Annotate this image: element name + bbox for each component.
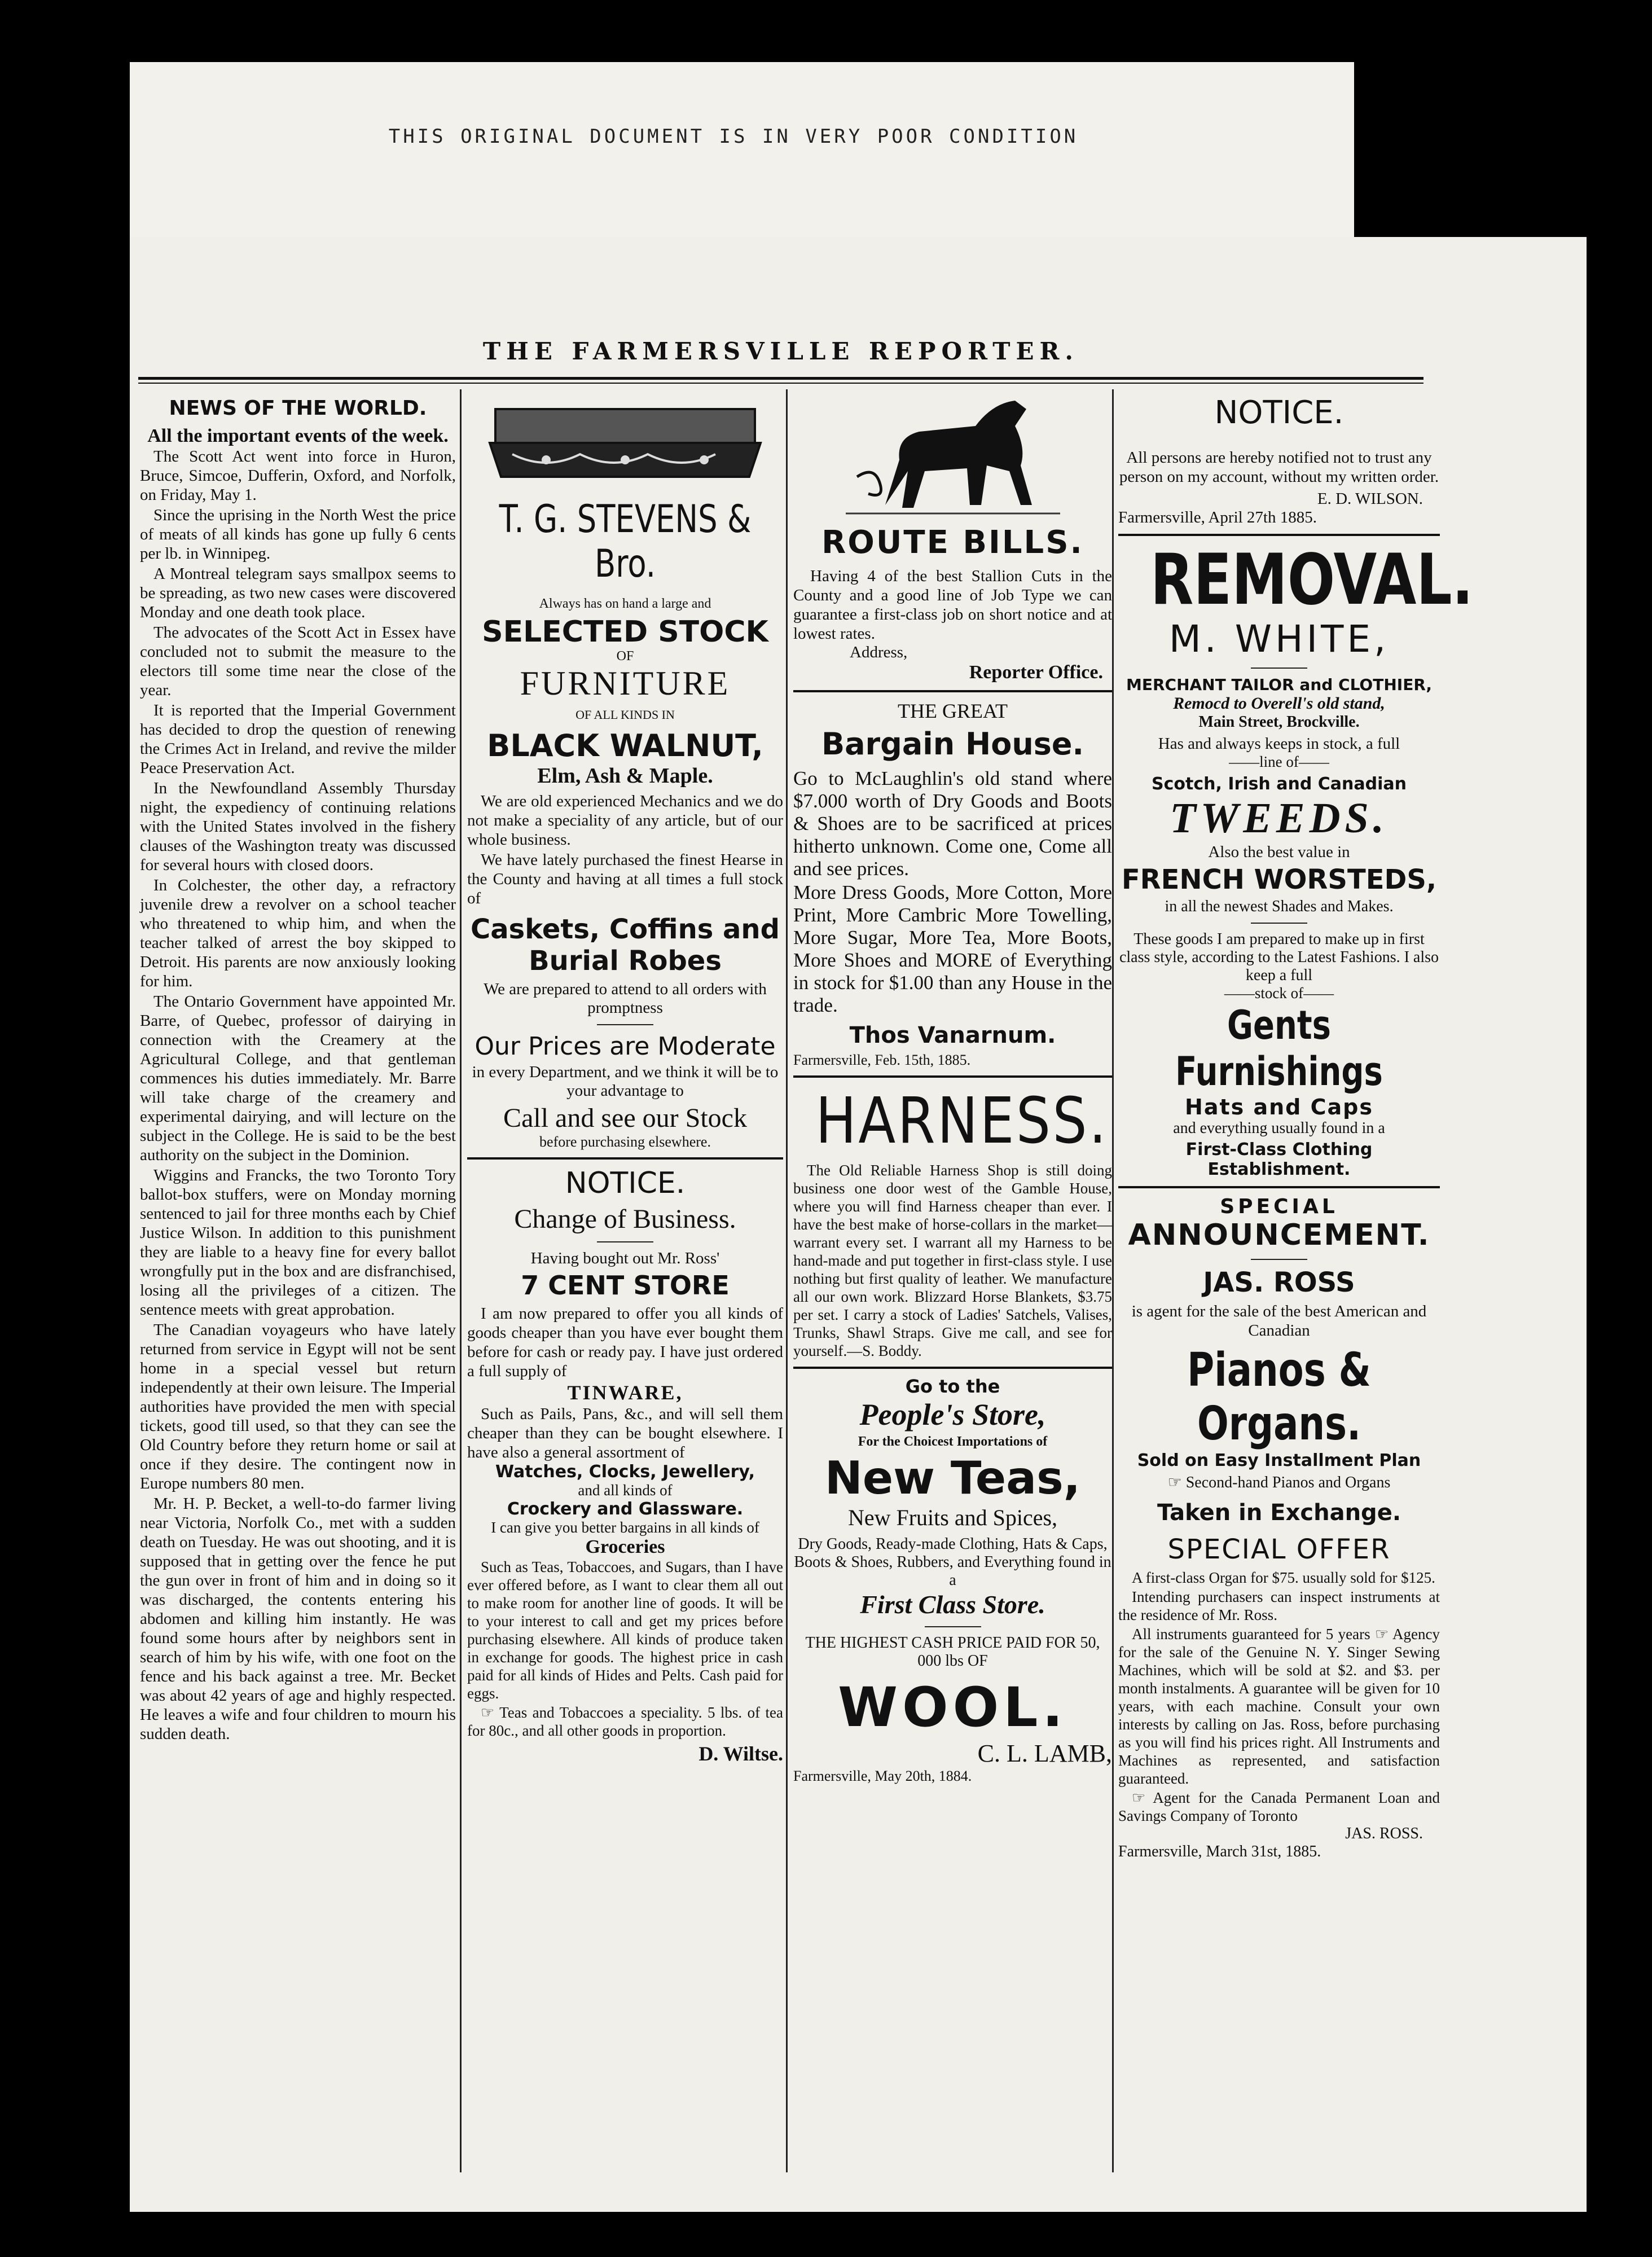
section-rule bbox=[793, 1075, 1112, 1078]
peoples-sign: C. L. LAMB, bbox=[977, 1740, 1112, 1767]
ross-offer: SPECIAL OFFER bbox=[1167, 1534, 1391, 1565]
news-paragraph: A Montreal telegram says smallpox seems to be spreading, as two new cases were discovered Monday and one death took place. bbox=[140, 565, 456, 621]
section-rule bbox=[1118, 534, 1440, 536]
route-column bbox=[793, 392, 1112, 2186]
white-these: These goods I am prepared to make up in first class style, according to the Latest Fashions. I also keep a full bbox=[1119, 930, 1439, 984]
route-title: ROUTE BILLS. bbox=[821, 524, 1084, 561]
stevens-call: Call and see our Stock bbox=[503, 1103, 747, 1133]
wiltse-teas: ☞ Teas and Tobaccoes a speciality. 5 lbs. of tea for 80c., and all other goods in proportion. bbox=[467, 1704, 783, 1739]
news-paragraph: Mr. H. P. Becket, a well-to-do farmer living near Victoria, Norfolk Co., met with a sudden death on Tuesday. He was out shooting, and it is supposed that in getting over the fence he put the gun over in front of him and in doing so it was discharged, the contents entering his abdomen and killing him instantly. He was found some hours after by neighbors sent in search of him by his wife, with one foot on the fence and his back against a tree. Mr. Becket was about 42 years of age and highly respected. He leaves a wife and four children to mourn his sudden death. bbox=[140, 1495, 456, 1743]
divider bbox=[1251, 923, 1307, 924]
stevens-walnut: BLACK WALNUT, bbox=[487, 728, 763, 763]
divider bbox=[1251, 668, 1307, 669]
bargain-great: THE GREAT bbox=[898, 700, 1008, 722]
white-scotch: Scotch, Irish and Canadian bbox=[1152, 774, 1407, 794]
wiltse-tinware: TINWARE, bbox=[567, 1381, 683, 1404]
stallion-icon bbox=[846, 392, 1060, 522]
wiltse-para3: Such as Teas, Tobaccoes, and Sugars, than I have ever offered before, as I want to clear them all out to make room for another line of goods. It will be to your interest to call and get my prices before purchasing elsewhere. All kinds of produce taken in exchange for goods. The highest price in cash paid for all kinds of Hides and Pelts. Cash paid for eggs. bbox=[467, 1558, 783, 1702]
white-everything: and everything usually found in a bbox=[1173, 1119, 1385, 1137]
divider bbox=[1251, 1259, 1307, 1260]
peoples-choicest: For the Choicest Importations of bbox=[858, 1434, 1048, 1449]
news-subtitle: All the important events of the week. bbox=[147, 425, 449, 446]
route-address: Address, bbox=[850, 643, 908, 661]
stevens-dept: in every Department, and we think it will be to your advantage to bbox=[472, 1063, 779, 1100]
column-divider bbox=[786, 389, 788, 2172]
news-paragraph: The Ontario Government have appointed Mr. Barre, of Quebec, professor of dairying in connection with the Creamery at the Agricultural College, and that gentleman commences his duties immediately. Mr. Barre will take charge of the creamery and experimental dairying, and will lecture on the subject in the College. He is said to be the best authority on the subject in the Dominion. bbox=[140, 993, 456, 1164]
wiltse-bought: Having bought out Mr. Ross' bbox=[530, 1249, 720, 1267]
news-paragraph: The advocates of the Scott Act in Essex have concluded not to submit the measure to the electors till some time near the close of the year. bbox=[140, 623, 456, 699]
white-removed: Remocd to Overell's old stand, bbox=[1173, 694, 1385, 713]
wilson-date: Farmersville, April 27th 1885. bbox=[1118, 508, 1317, 526]
bargain-sign: Thos Vanarnum. bbox=[849, 1022, 1056, 1048]
stevens-prices: Our Prices are Moderate bbox=[474, 1032, 776, 1061]
wiltse-change: Change of Business. bbox=[514, 1204, 736, 1234]
paper-sheet-top bbox=[130, 62, 1354, 260]
divider bbox=[597, 1024, 653, 1025]
peoples-fruits: New Fruits and Spices, bbox=[847, 1505, 1058, 1530]
stevens-column bbox=[467, 392, 783, 2186]
white-worsteds: FRENCH WORSTEDS, bbox=[1121, 864, 1437, 895]
section-rule bbox=[467, 1157, 783, 1160]
harness-title: HARNESS. bbox=[815, 1084, 1109, 1158]
wiltse-sign: D. Wiltse. bbox=[698, 1742, 783, 1765]
stevens-para2: We have lately purchased the finest Hearse in the County and having at all times a full stock of bbox=[467, 851, 783, 907]
masthead: THE FARMERSVILLE REPORTER. bbox=[482, 337, 1079, 365]
white-removal: REMOVAL. bbox=[1150, 539, 1474, 621]
ross-special: SPECIAL bbox=[1220, 1195, 1338, 1218]
bargain-para1: Go to McLaughlin's old stand where $7.000 worth of Dry Goods and Boots & Shoes are to be sacrificed at prices hitherto unknown. Come one, Come all and see prices. bbox=[793, 767, 1112, 880]
masthead-rule-bottom bbox=[138, 383, 1423, 384]
peoples-date: Farmersville, May 20th, 1884. bbox=[793, 1768, 972, 1784]
divider bbox=[597, 1241, 653, 1242]
stevens-selected: SELECTED STOCK bbox=[482, 615, 768, 649]
stevens-of: OF bbox=[616, 649, 634, 664]
stevens-woods: Elm, Ash & Maple. bbox=[537, 764, 713, 788]
news-paragraphs bbox=[140, 447, 456, 1744]
stevens-name: T. G. STEVENS & Bro. bbox=[499, 497, 752, 586]
peoples-first: First Class Store. bbox=[860, 1590, 1045, 1619]
news-title: NEWS OF THE WORLD. bbox=[169, 397, 427, 420]
white-name: M. WHITE, bbox=[1168, 617, 1390, 661]
wiltse-watches: Watches, Clocks, Jewellery, bbox=[495, 1462, 755, 1482]
wiltse-groceries: Groceries bbox=[585, 1536, 665, 1557]
news-paragraph: The Canadian voyageurs who have lately returned from service in Egypt will not be sent home in a special vessel but return independently at their own leisure. The Imperial authorities have provided the men with special tickets, good till used, so that they can see the Old Country before they return home or sail at once if they desire. The contingent now in Europe numbers 80 men. bbox=[140, 1321, 456, 1492]
news-paragraph: It is reported that the Imperial Government has decided to drop the question of renewing the Crimes Act in Ireland, and revive the milder Peace Preservation Act. bbox=[140, 701, 456, 777]
bargain-date: Farmersville, Feb. 15th, 1885. bbox=[793, 1052, 971, 1068]
ross-announcement: ANNOUNCEMENT. bbox=[1128, 1218, 1430, 1252]
ross-intending: Intending purchasers can inspect instruments at the residence of Mr. Ross. bbox=[1118, 1588, 1440, 1623]
casket-icon bbox=[478, 392, 772, 488]
ross-organ: A first-class Organ for $75. usually sold for $125. bbox=[1132, 1569, 1435, 1586]
white-shades: in all the newest Shades and Makes. bbox=[1165, 898, 1394, 915]
wilson-title: NOTICE. bbox=[1214, 394, 1344, 431]
notices-column bbox=[1118, 392, 1474, 2186]
ross-date: Farmersville, March 31st, 1885. bbox=[1118, 1843, 1321, 1860]
wiltse-notice: NOTICE. bbox=[565, 1166, 686, 1200]
white-stock: ——stock of—— bbox=[1224, 985, 1334, 1002]
white-tweeds: TWEEDS. bbox=[1170, 794, 1389, 842]
peoples-wool: WOOL. bbox=[838, 1676, 1067, 1739]
white-trade: MERCHANT TAILOR and CLOTHIER, bbox=[1126, 675, 1433, 694]
peoples-goods: Dry Goods, Ready-made Clothing, Hats & Caps, Boots & Shoes, Rubbers, and Everything found in a bbox=[794, 1535, 1111, 1589]
wiltse-store: 7 CENT STORE bbox=[521, 1270, 730, 1301]
ross-taken: Taken in Exchange. bbox=[1157, 1500, 1401, 1526]
masthead-rule-top bbox=[138, 377, 1423, 380]
stevens-line1: Always has on hand a large and bbox=[539, 596, 711, 611]
news-paragraph: The Scott Act went into force in Huron, Bruce, Simcoe, Dufferin, Oxford, and Norfolk, on Friday, May 1. bbox=[140, 447, 456, 504]
stevens-robes: Burial Robes bbox=[529, 945, 722, 977]
route-text: Having 4 of the best Stallion Cuts in the County and a good line of Job Type we can guarantee a first-class job on short notice and at lowest rates. bbox=[793, 567, 1112, 643]
section-rule bbox=[793, 1367, 1112, 1369]
stevens-para1: We are old experienced Mechanics and we do not make a speciality of any article, but of our whole business. bbox=[467, 792, 783, 849]
stevens-caskets: Caskets, Coffins and bbox=[471, 914, 780, 945]
white-gents: Gents Furnishings bbox=[1175, 1002, 1383, 1095]
route-office: Reporter Office. bbox=[969, 662, 1103, 683]
divider bbox=[925, 1626, 981, 1627]
wilson-text: All persons are hereby notified not to trust any person on my account, without my written order. bbox=[1119, 449, 1439, 486]
news-paragraph: In the Newfoundland Assembly Thursday night, the expediency of continuing relations with the United States involved in the fishery clauses of the Washington treaty was discussed for several hours with closed doors. bbox=[140, 779, 456, 874]
white-best: Also the best value in bbox=[1208, 843, 1350, 861]
wiltse-para2: Such as Pails, Pans, &c., and will sell them cheaper than they can be bought elsewhere. I have also a general assortment of bbox=[467, 1405, 783, 1461]
ross-loan: ☞ Agent for the Canada Permanent Loan and Savings Company of Toronto bbox=[1118, 1789, 1440, 1824]
news-paragraph: Wiggins and Francks, the two Toronto Tory ballot-box stuffers, were on Monday morning sentenced to jail for three months each by Chief Justice Wilson. In addition to this punishment they are liable to a heavy fine for every ballot wrongfully put in the box and are disfranchised, losing all the privileges of a citizen. The sentence meets with great approbation. bbox=[140, 1166, 456, 1319]
news-column bbox=[140, 392, 456, 2186]
column-divider bbox=[1112, 389, 1114, 2172]
ross-guaranteed: All instruments guaranteed for 5 years ☞ Agency for the sale of the Genuine N. Y. Singer Sewing Machines, which will be sold at $2. and $3. per month instalments. A guarantee will be given for 10 years, with each machine. Consult your own interests by calling on Jas. Ross, before purchasing as you will find his prices right. All Instruments and Machines as represented, and satisfaction guaranteed. bbox=[1118, 1626, 1440, 1787]
stevens-before: before purchasing elsewhere. bbox=[539, 1134, 711, 1150]
peoples-teas: New Teas, bbox=[824, 1452, 1081, 1504]
white-always: Has and always keeps in stock, a full bbox=[1158, 735, 1400, 753]
section-rule bbox=[793, 690, 1112, 692]
section-rule bbox=[1118, 1186, 1440, 1188]
ross-second: ☞ Second-hand Pianos and Organs bbox=[1167, 1474, 1391, 1491]
ross-sold: Sold on Easy Installment Plan bbox=[1137, 1451, 1421, 1470]
peoples-store: People's Store, bbox=[859, 1398, 1046, 1432]
wiltse-allkinds: and all kinds of bbox=[578, 1482, 673, 1499]
ross-agent: is agent for the sale of the best American and Canadian bbox=[1131, 1302, 1427, 1340]
wiltse-crockery: Crockery and Glassware. bbox=[507, 1499, 744, 1519]
stevens-furniture: FURNITURE bbox=[520, 665, 731, 702]
ross-sign: JAS. ROSS. bbox=[1345, 1825, 1423, 1842]
bargain-para2: More Dress Goods, More Cotton, More Print, More Cambric More Towelling, More Sugar, More Tea, More Boots, More Shoes and MORE of Everything in stock for $1.00 than any House in the trade. bbox=[793, 881, 1112, 1016]
white-hats: Hats and Caps bbox=[1185, 1095, 1373, 1119]
white-line: ——line of—— bbox=[1229, 753, 1329, 770]
bargain-title: Bargain House. bbox=[821, 726, 1084, 762]
ross-name: JAS. ROSS bbox=[1203, 1267, 1355, 1298]
white-street: Main Street, Brockville. bbox=[1198, 713, 1360, 731]
harness-text: The Old Reliable Harness Shop is still doing business one door west of the Gamble House, where you will find Harness cheaper than ever. I have the best make of horse-collars in the market—warrant every set. I warrant all my Harness to be hand-made and put together in first-class style. I use nothing but first quality of leather. We manufacture all our own work. Blizzard Horse Blankets, $3.75 per set. I carry a stock of Ladies' Satchels, Valises, Trunks, Shawl Straps. Give me call, and see for yourself.—S. Boddy. bbox=[793, 1162, 1112, 1359]
wiltse-better: I can give you better bargains in all kinds of bbox=[491, 1519, 759, 1536]
condition-notice: THIS ORIGINAL DOCUMENT IS IN VERY POOR CONDITION bbox=[388, 125, 1079, 148]
peoples-goto: Go to the bbox=[905, 1376, 1000, 1397]
white-establishment: First-Class Clothing Establishment. bbox=[1185, 1140, 1373, 1179]
stevens-prepared: We are prepared to attend to all orders with promptness bbox=[484, 980, 767, 1017]
wiltse-para1: I am now prepared to offer you all kinds of goods cheaper than you have ever bought them before for cash or ready pay. I have just ordered a full supply of bbox=[467, 1305, 783, 1380]
news-paragraph: In Colchester, the other day, a refractory juvenile drew a revolver on a school teacher who threatened to whip him, and when the teacher talked of arrest the boy skipped to Detroit. His parents are now anxiously looking for him. bbox=[140, 876, 456, 990]
wilson-sign: E. D. WILSON. bbox=[1317, 490, 1423, 508]
ross-pianos: Pianos & Organs. bbox=[1187, 1343, 1371, 1451]
news-paragraph: Since the uprising in the North West the price of meats of all kinds has gone up fully 6 cents per lb. in Winnipeg. bbox=[140, 506, 456, 563]
stevens-kinds: OF ALL KINDS IN bbox=[575, 708, 675, 722]
column-divider bbox=[460, 389, 462, 2172]
peoples-highest: THE HIGHEST CASH PRICE PAID FOR 50, 000 lbs OF bbox=[805, 1634, 1100, 1670]
